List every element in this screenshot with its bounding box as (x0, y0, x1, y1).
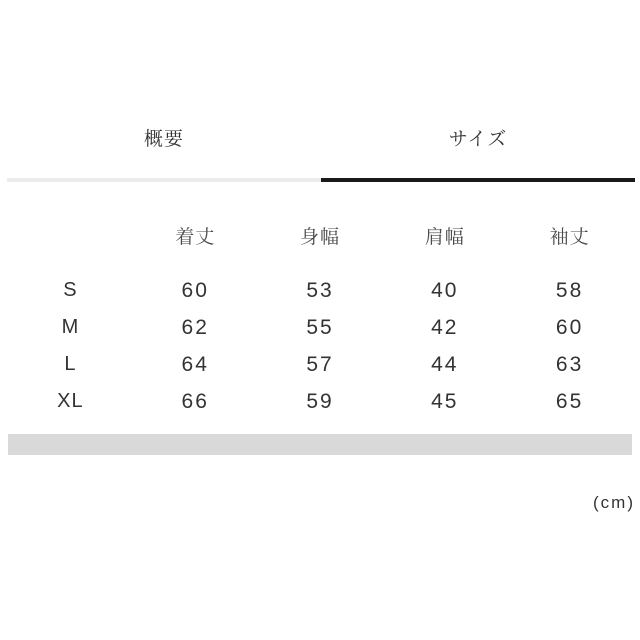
size-cell: 55 (306, 315, 334, 339)
size-cell: 45 (431, 389, 459, 413)
size-cell: 60 (181, 278, 209, 302)
size-cell: 65 (555, 389, 584, 413)
size-label: XL (57, 390, 84, 412)
size-cell: 40 (431, 278, 459, 302)
tab-overview[interactable]: 概要 (7, 129, 321, 182)
table-row-m (8, 309, 632, 346)
size-label: S (63, 279, 78, 301)
size-label: M (61, 316, 80, 338)
size-cell: 62 (181, 315, 209, 339)
header-cell-shoulder: 肩幅 (424, 227, 465, 248)
table-row-l (8, 346, 632, 383)
size-cell: 59 (306, 389, 334, 413)
tab-bar (7, 129, 635, 182)
size-label: L (64, 353, 77, 375)
horizontal-scrollbar[interactable] (8, 434, 632, 455)
size-cell: 64 (181, 352, 209, 376)
size-cell: 63 (555, 352, 584, 376)
header-cell-sleeve: 袖丈 (549, 227, 590, 248)
size-table (8, 222, 632, 420)
table-header-row (8, 222, 632, 246)
header-cell-width: 身幅 (299, 227, 340, 248)
unit-label-cm: (cm) (593, 493, 635, 512)
size-cell: 60 (555, 315, 584, 339)
size-cell: 58 (555, 278, 584, 302)
table-row-xl (8, 383, 632, 420)
size-cell: 42 (431, 315, 459, 339)
tab-size[interactable]: サイズ (321, 129, 635, 182)
header-cell-length: 着丈 (175, 227, 216, 248)
table-row-s (8, 272, 632, 309)
size-cell: 57 (306, 352, 334, 376)
size-cell: 53 (306, 278, 334, 302)
size-cell: 44 (431, 352, 459, 376)
size-cell: 66 (181, 389, 209, 413)
